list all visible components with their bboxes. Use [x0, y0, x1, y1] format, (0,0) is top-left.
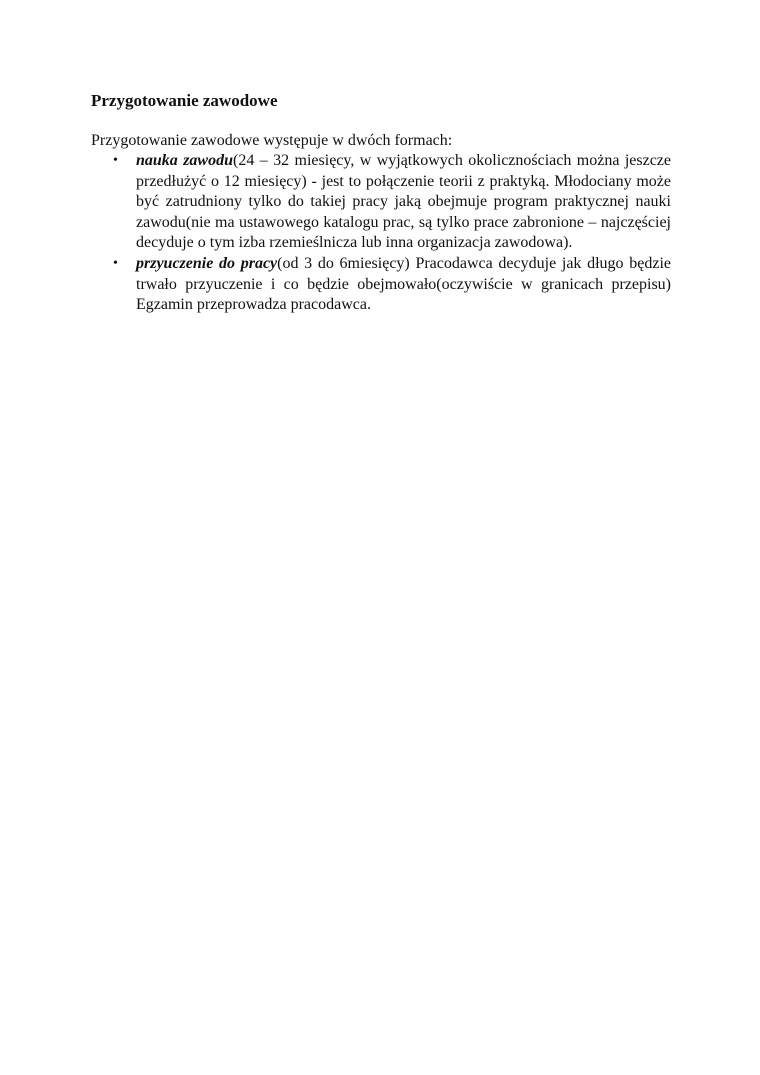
term-nauka-zawodu: nauka zawodu: [136, 152, 233, 169]
forms-list: [91, 151, 671, 316]
list-item-przyuczenie-do-pracy: [91, 254, 671, 316]
document-content: [91, 90, 671, 316]
list-item-nauka-zawodu: [91, 151, 671, 254]
description-nauka-zawodu: (24 – 32 miesięcy, w wyjątkowych okolicznościach można jeszcze przedłużyć o 12 miesięcy) - jest to połączenie teorii z praktyką. Młodociany może być zatrudniony tylko do takiej pracy jaką obejmuje program praktycznej nauki zawodu(nie ma ustawowego katalogu prac, są tylko prace zabronione – najczęściej decyduje o tym izba rzemieślnicza lub inna organizacja zawodowa).: [136, 152, 672, 252]
bullet-icon: •: [113, 255, 118, 271]
section-heading: Przygotowanie zawodowe: [91, 91, 278, 110]
bullet-icon: •: [113, 153, 118, 168]
term-przyuczenie-do-pracy: przyuczenie do pracy: [136, 254, 278, 272]
description-przyuczenie-do-pracy: (od 3 do 6miesięcy) Pracodawca decyduje jak długo będzie trwało przyuczenie i co będzie obejmowało(oczywiście w granicach przepisu) Egzamin przeprowadza pracodawca.: [136, 254, 671, 314]
intro-paragraph: Przygotowanie zawodowe występuje w dwóch formach:: [91, 132, 453, 149]
